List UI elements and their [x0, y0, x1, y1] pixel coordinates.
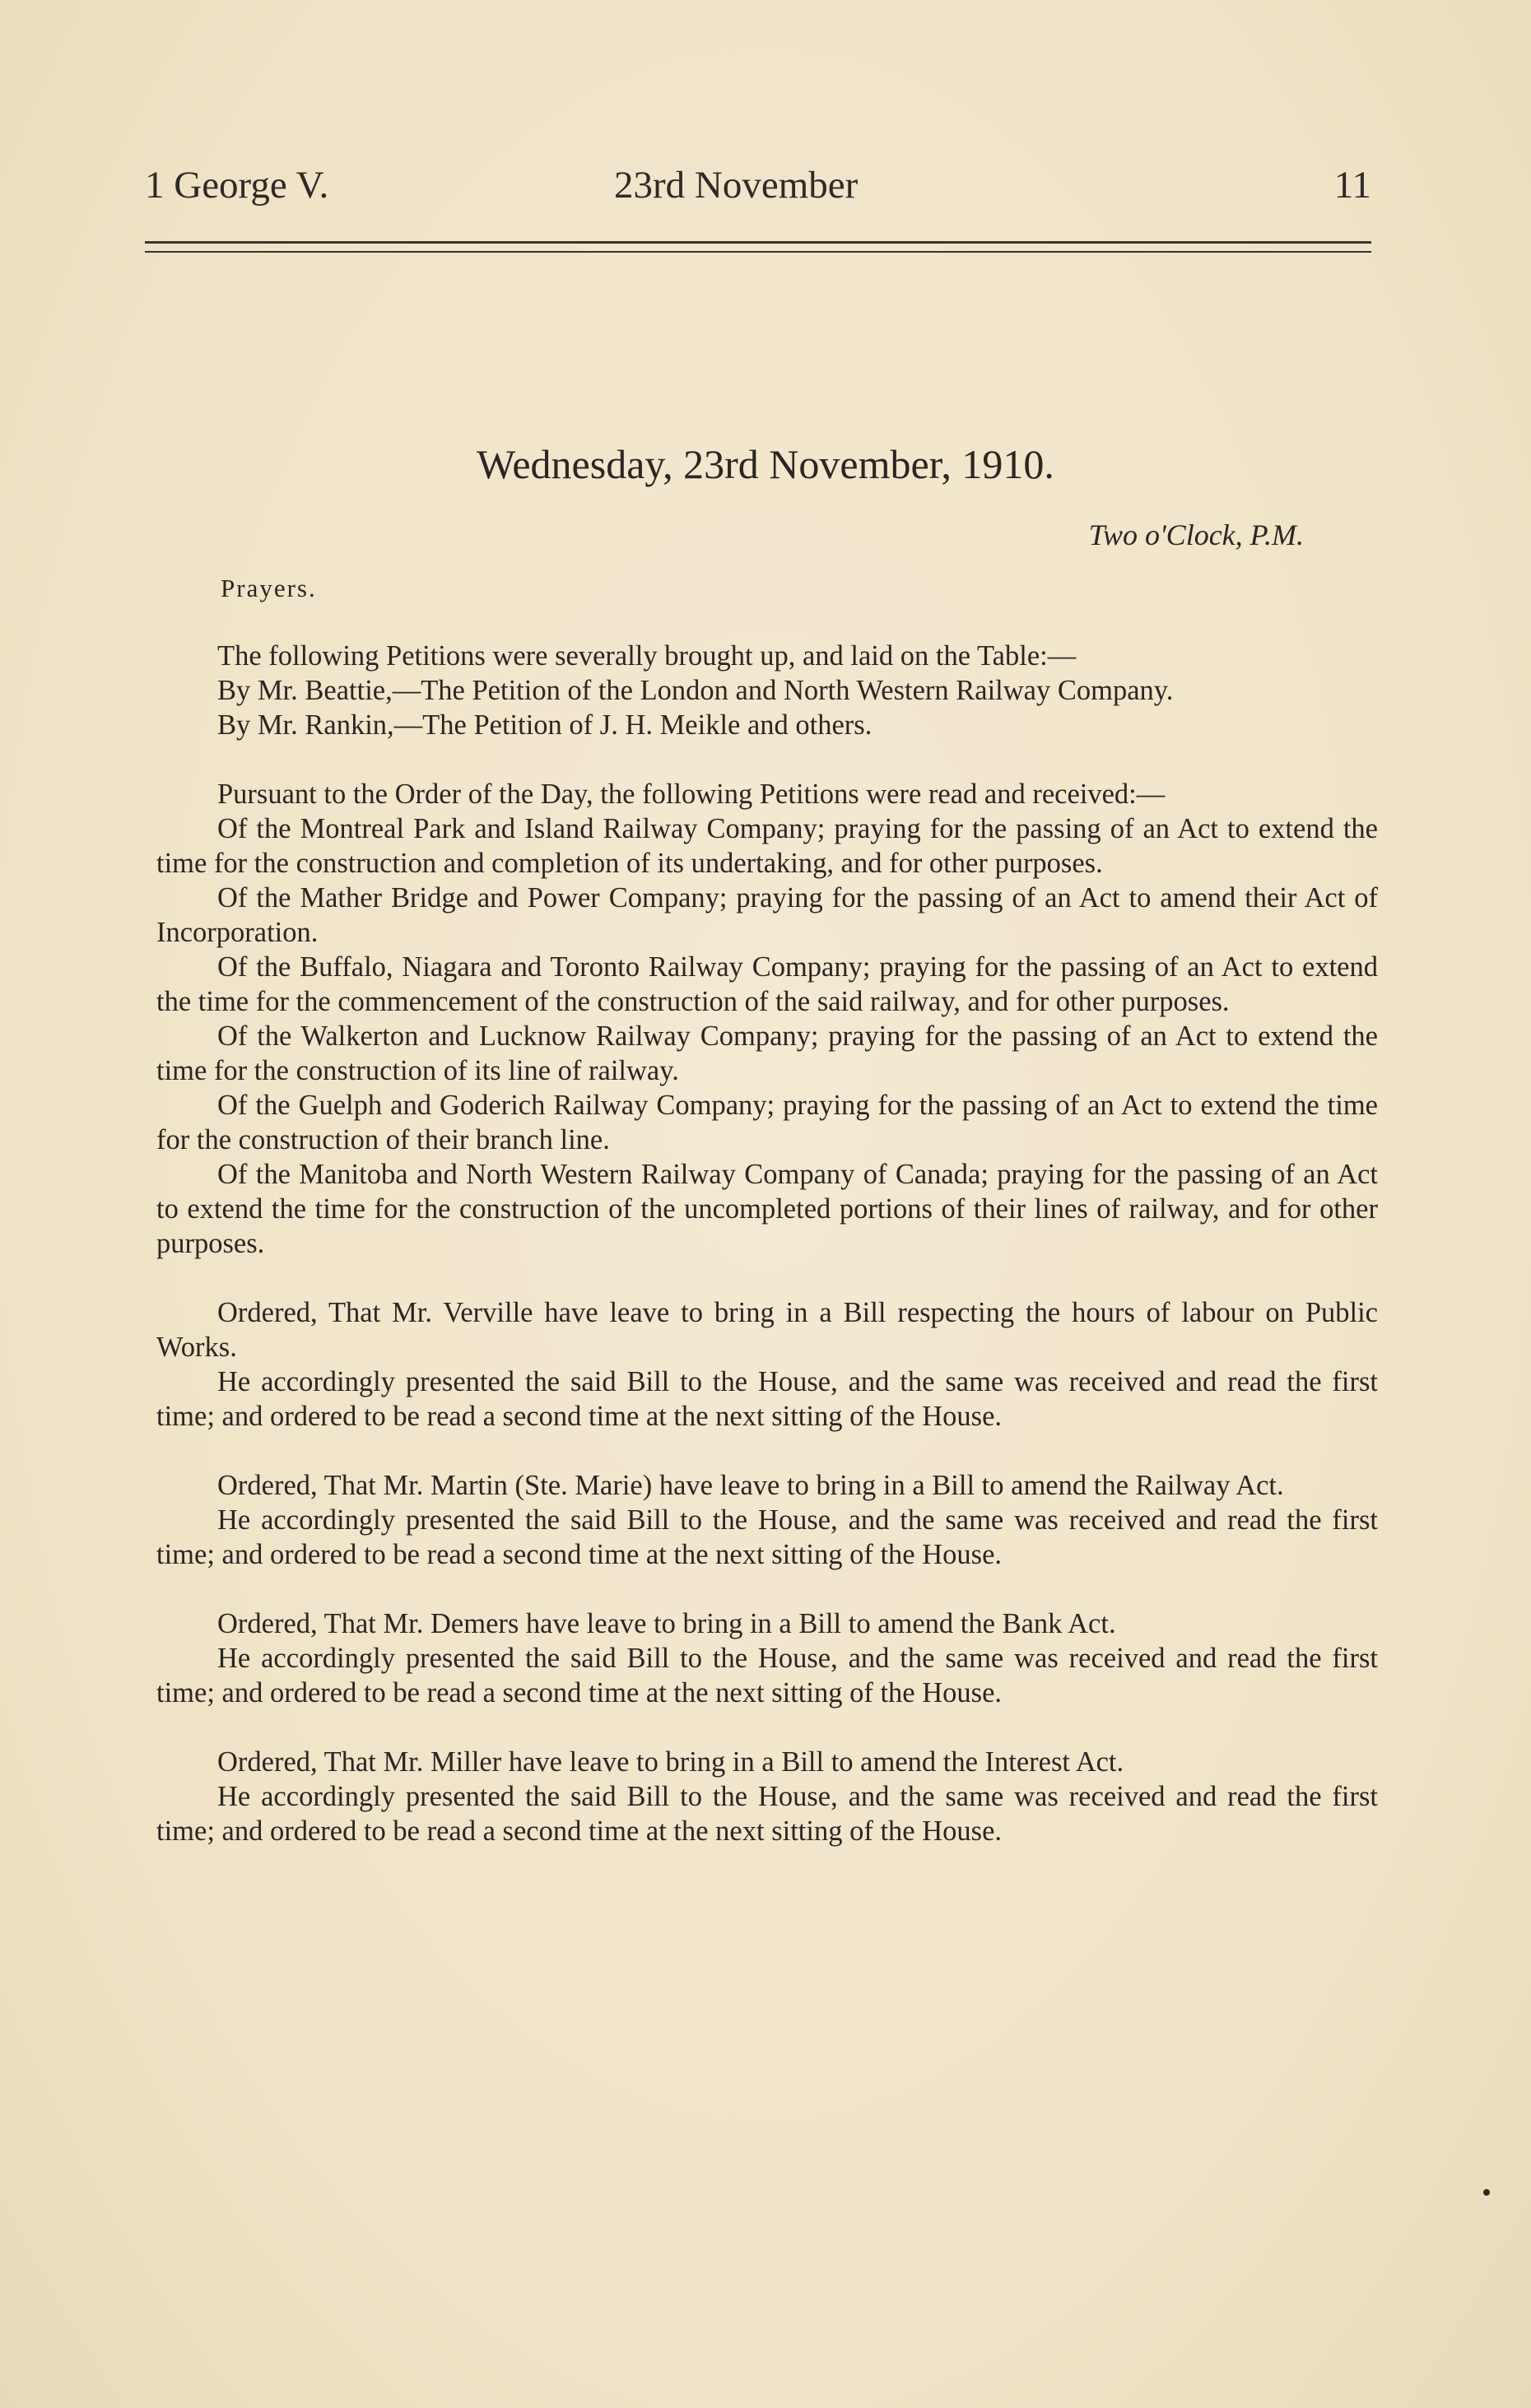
- order-martin: Ordered, That Mr. Martin (Ste. Marie) have leave to bring in a Bill to amend the Railway Act.: [217, 1470, 1284, 1501]
- page-number: 11: [1333, 164, 1371, 207]
- journal-body: [156, 639, 1378, 1848]
- order-miller: Ordered, That Mr. Miller have leave to bring in a Bill to amend the Interest Act.: [217, 1746, 1124, 1778]
- header-regnal-year: 1 George V.: [145, 164, 329, 207]
- petition-rankin: By Mr. Rankin,—The Petition of J. H. Meikle and others.: [217, 709, 873, 741]
- petition-walkerton-lucknow: Of the Walkerton and Lucknow Railway Company; praying for the passing of an Act to extend the time for the construction of its line of railway.: [156, 1020, 1378, 1086]
- bill-demers-presented: He accordingly presented the said Bill to the House, and the same was received and read the first time; and ordered to be read a second time at the next sitting of the House.: [156, 1643, 1378, 1708]
- bill-martin-presented: He accordingly presented the said Bill to the House, and the same was received and read the first time; and ordered to be read a second time at the next sitting of the House.: [156, 1504, 1378, 1570]
- running-header: [145, 160, 1371, 210]
- order-of-day-intro: Pursuant to the Order of the Day, the following Petitions were read and received:—: [217, 779, 1166, 810]
- ink-speck: [1483, 2189, 1490, 2196]
- bill-verville-presented: He accordingly presented the said Bill to the House, and the same was received and read the first time; and ordered to be read a second time at the next sitting of the House.: [156, 1366, 1378, 1432]
- prayers-heading: Prayers.: [221, 574, 317, 602]
- header-date: 23rd November: [614, 164, 859, 207]
- petition-buffalo-niagara: Of the Buffalo, Niagara and Toronto Railway Company; praying for the passing of an Act to extend the time for the commencement of the construction of the said railway, and for other purposes.: [156, 951, 1378, 1017]
- bill-miller-presented: He accordingly presented the said Bill to the House, and the same was received and read the first time; and ordered to be read a second time at the next sitting of the House.: [156, 1781, 1378, 1847]
- header-rule-bottom: [145, 251, 1371, 253]
- petition-beattie: By Mr. Beattie,—The Petition of the London and North Western Railway Company.: [217, 675, 1174, 706]
- petitions-intro: The following Petitions were severally brought up, and laid on the Table:—: [217, 640, 1077, 672]
- petition-montreal-park: Of the Montreal Park and Island Railway Company; praying for the passing of an Act to extend the time for the construction and completion of its undertaking, and for other purposes.: [156, 813, 1378, 879]
- sitting-time: Two o'Clock, P.M.: [1088, 518, 1304, 551]
- petition-guelph-goderich: Of the Guelph and Goderich Railway Company; praying for the passing of an Act to extend the time for the construction of their branch line.: [156, 1090, 1378, 1155]
- petition-manitoba: Of the Manitoba and North Western Railway Company of Canada; praying for the passing of an Act to extend the time for the construction of the uncompleted portions of their lines of railway, and for other purposes.: [156, 1159, 1378, 1259]
- header-rule-top: [145, 241, 1371, 244]
- order-verville: Ordered, That Mr. Verville have leave to bring in a Bill respecting the hours of labour on Public Works.: [156, 1297, 1378, 1363]
- order-demers: Ordered, That Mr. Demers have leave to bring in a Bill to amend the Bank Act.: [217, 1608, 1116, 1639]
- petition-mather-bridge: Of the Mather Bridge and Power Company; praying for the passing of an Act to amend their Act of Incorporation.: [156, 882, 1378, 948]
- sitting-date-heading: Wednesday, 23rd November, 1910.: [477, 441, 1054, 487]
